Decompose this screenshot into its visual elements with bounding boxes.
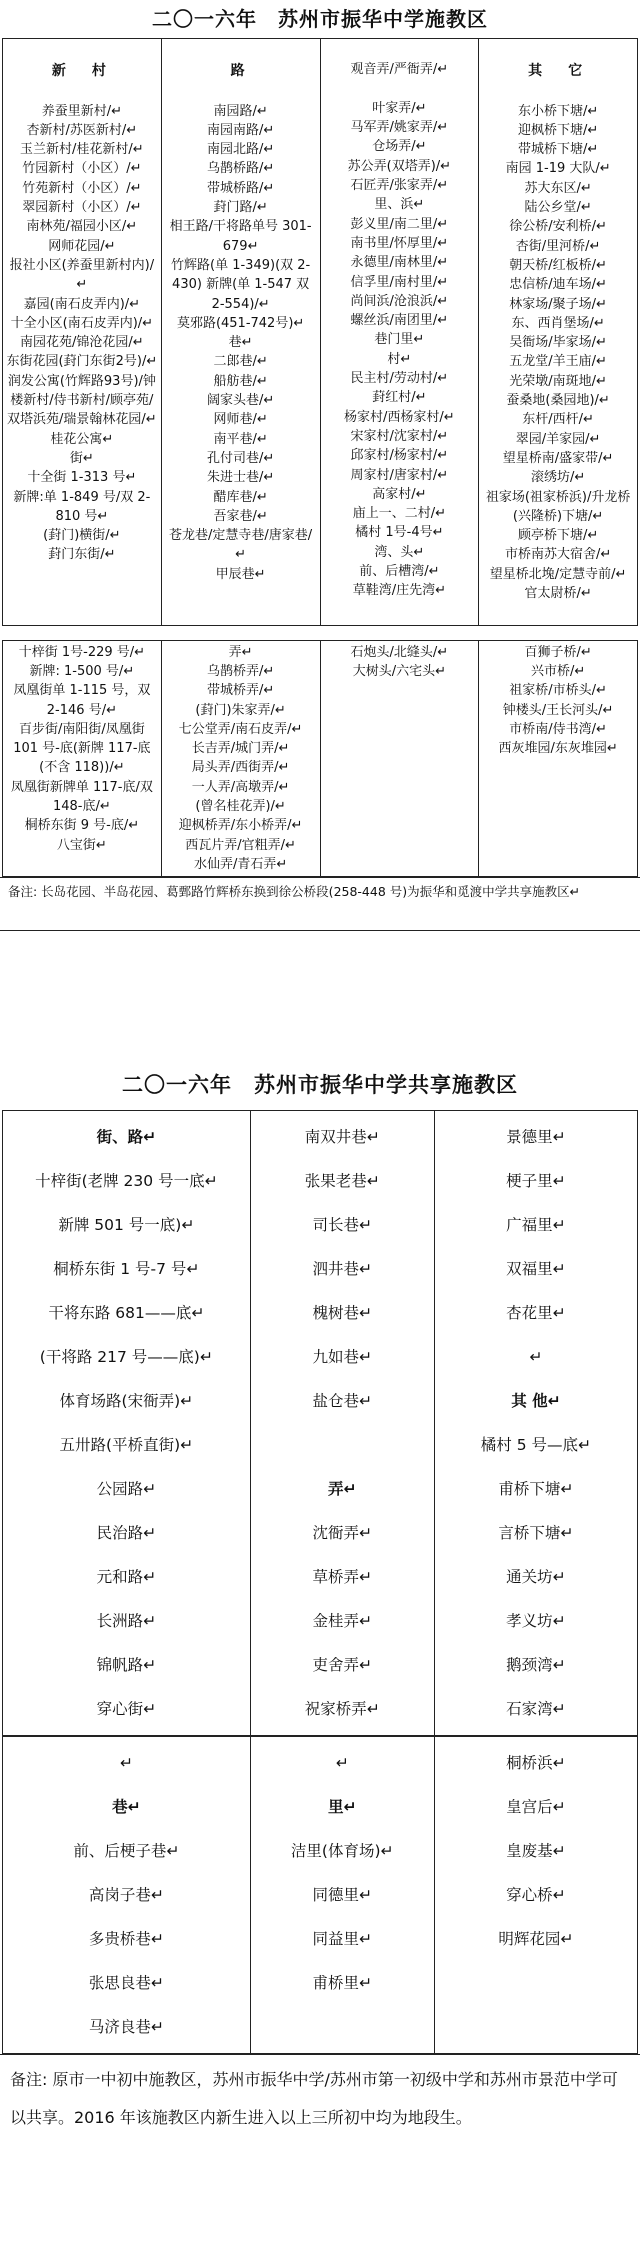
list-item: 迎枫桥下塘/↵ xyxy=(517,122,599,138)
list-item: 吏舍弄↵ xyxy=(312,1656,372,1674)
list-item: 莫邪路(451-742号)↵ xyxy=(176,315,305,331)
list-item: 孔付司巷/↵ xyxy=(206,450,275,466)
list-item: 百步街/南阳街/凤凰街 101 号-底(新牌 117-底(不含 118))/↵ xyxy=(13,721,151,776)
category-header: 其 他↵ xyxy=(511,1392,561,1410)
list-item: 翠园新村（小区）/↵ xyxy=(22,200,142,216)
list-item: 十全小区(南石皮弄内)/↵ xyxy=(10,315,154,331)
category-header: 街、路↵ xyxy=(96,1128,157,1146)
list-item: 甫桥里↵ xyxy=(312,1974,372,1992)
list-item: 街↵ xyxy=(69,450,94,466)
list-item: 葑门路/↵ xyxy=(213,200,268,216)
list-item: 桐桥东街 1 号-7 号↵ xyxy=(53,1260,200,1278)
list-item: 翠园/羊家园/↵ xyxy=(515,431,601,447)
list-item: 钟楼头/王长河头/↵ xyxy=(502,702,614,718)
list-item: 带城桥弄/↵ xyxy=(206,683,275,699)
list-item: 乌鹊桥弄/↵ xyxy=(206,663,275,679)
list-item: 橘村 5 号—底↵ xyxy=(480,1436,591,1454)
list-item: 二郎巷/↵ xyxy=(213,354,268,370)
list-item: 官太尉桥/↵ xyxy=(524,586,592,602)
list-item: 网师花园/↵ xyxy=(48,238,116,254)
list-item: 同德里↵ xyxy=(312,1886,372,1904)
list-item: 皇宫后↵ xyxy=(506,1798,566,1816)
list-item: 马军弄/姚家弄/↵ xyxy=(350,120,449,136)
list-item: 巷↵ xyxy=(228,335,253,351)
list-item: 醋库巷/↵ xyxy=(213,489,268,505)
list-item: 高家村/↵ xyxy=(372,486,427,502)
list-item: 公园路↵ xyxy=(96,1480,157,1498)
list-item: 望星桥南/盛家带/↵ xyxy=(502,450,614,466)
list-item: 八宝街↵ xyxy=(56,837,107,853)
list-item: 司长巷↵ xyxy=(312,1216,372,1234)
category-header: 弄↵ xyxy=(327,1480,357,1498)
list-item: 甲辰巷↵ xyxy=(215,566,266,582)
col-nong xyxy=(320,39,479,626)
col-header: 其 它 xyxy=(528,63,589,80)
list-item: 沈衙弄↵ xyxy=(312,1524,372,1542)
list-item: 穿心街↵ xyxy=(96,1700,157,1718)
list-item: 南园北路/↵ xyxy=(206,142,275,158)
col-header: 观音弄/严衙弄/↵ xyxy=(350,62,449,78)
list-item: 体育场路(宋衙弄)↵ xyxy=(59,1392,194,1410)
list-item: 西灰堆园/东灰堆园↵ xyxy=(498,741,618,757)
list-item: 玉兰新村/桂花新村/↵ xyxy=(20,142,144,158)
list-item: 仓场弄/↵ xyxy=(372,139,427,155)
list-item: 里、浜↵ xyxy=(374,197,425,213)
list-item: 橘村 1号-4号↵ xyxy=(355,525,444,541)
list-item: 九如巷↵ xyxy=(312,1348,372,1366)
list-item: 槐树巷↵ xyxy=(312,1304,372,1322)
list-item: 湾、头↵ xyxy=(374,544,425,560)
list-item: 十梓街 1号-229 号/↵ xyxy=(18,644,146,660)
list-item: 水仙弄/青石弄↵ xyxy=(193,856,288,872)
list-item: 苏大东区/↵ xyxy=(524,180,592,196)
list-item: 元和路↵ xyxy=(96,1568,157,1586)
list-item: 朱进士巷/↵ xyxy=(206,470,275,486)
list-item: 南林苑/福园小区/↵ xyxy=(26,219,138,235)
list-item: 局头弄/西街弄/↵ xyxy=(191,760,290,776)
list-item: 永德里/南林里/↵ xyxy=(350,255,449,271)
district-table-bottom xyxy=(2,640,638,878)
list-item: 朝天桥/红板桥/↵ xyxy=(509,257,607,273)
list-item: 网师巷/↵ xyxy=(213,412,268,428)
list-item: 通关坊↵ xyxy=(506,1568,566,1586)
list-item: 长吉弄/城门弄/↵ xyxy=(191,741,290,757)
list-item: 滚绣坊/↵ xyxy=(530,470,586,486)
list-item: (曾名桂花弄)/↵ xyxy=(195,798,286,814)
section-zhenhua-district xyxy=(0,0,640,1055)
list-item: 报社小区(养蚕里新村内)/↵ xyxy=(9,257,155,293)
district-table-top xyxy=(2,38,638,626)
list-item: 梗子里↵ xyxy=(506,1172,566,1190)
list-item: 洁里(体育场)↵ xyxy=(290,1842,394,1860)
list-item: 干将东路 681——底↵ xyxy=(48,1304,205,1322)
list-item: 大树头/六宅头↵ xyxy=(352,663,447,679)
list-item: 双福里↵ xyxy=(506,1260,566,1278)
shared-table-top xyxy=(2,1110,638,1736)
list-item: 光荣墩/南斑地/↵ xyxy=(509,373,607,389)
list-item: 嘉园(南石皮弄内)/↵ xyxy=(23,296,141,312)
list-item: ↵ xyxy=(119,1754,133,1772)
list-item: 望星桥北堍/定慧寺前/↵ xyxy=(489,566,627,582)
list-item: 东、西肖堡场/↵ xyxy=(511,315,605,331)
list-item: 祖家桥/市桥头/↵ xyxy=(509,683,607,699)
list-item: 弄↵ xyxy=(228,644,253,660)
list-item: 锦帆路↵ xyxy=(96,1656,157,1674)
list-item: 一人弄/高墩弄/↵ xyxy=(191,779,290,795)
list-item: 陆公乡堂/↵ xyxy=(524,200,592,216)
list-item: (葑门)朱家弄/↵ xyxy=(195,702,286,718)
list-item: 竹苑新村（小区）/↵ xyxy=(22,180,142,196)
list-item: 杨家村/西杨家村/↵ xyxy=(344,409,455,425)
list-item: 杏街/里河桥/↵ xyxy=(515,238,601,254)
list-item: 石匠弄/张家弄/↵ xyxy=(350,178,449,194)
list-item: 甫桥下塘↵ xyxy=(498,1480,574,1498)
list-item: 庙上一、二村/↵ xyxy=(352,506,447,522)
list-item: 吾家巷/↵ xyxy=(213,508,268,524)
list-item: 相王路/干将路单号 301-679↵ xyxy=(169,219,312,254)
list-item: 前、后梗子巷↵ xyxy=(73,1842,180,1860)
list-item: 祝家桥弄↵ xyxy=(304,1700,380,1718)
list-item: 凤凰街新牌单 117-底/双 148-底/↵ xyxy=(10,779,153,814)
list-item: 叶家弄/↵ xyxy=(372,100,427,116)
list-item: 苍龙巷/定慧寺巷/唐家巷/↵ xyxy=(169,528,313,563)
col-lu xyxy=(161,39,320,626)
col-header: 新 村 xyxy=(51,63,112,80)
list-item: 言桥下塘↵ xyxy=(498,1524,574,1542)
list-item: 南园 1-19 大队/↵ xyxy=(505,161,611,177)
list-item: 竹园新村（小区）/↵ xyxy=(22,161,142,177)
list-item: 张思良巷↵ xyxy=(88,1974,164,1992)
col-qita xyxy=(479,39,638,626)
list-item: 养蚕里新村/↵ xyxy=(41,103,123,119)
list-item: 金桂弄↵ xyxy=(312,1612,372,1630)
list-item: 马济良巷↵ xyxy=(88,2018,164,2036)
col-header: 路 xyxy=(230,63,251,80)
list-item: 泗井巷↵ xyxy=(312,1260,372,1278)
list-item: 市桥南/侍书湾/↵ xyxy=(509,721,607,737)
list-item: 南书里/怀厚里/↵ xyxy=(350,235,449,251)
list-item: 尚间浜/沧浪浜/↵ xyxy=(350,293,449,309)
list-item: 皇废基↵ xyxy=(506,1842,566,1860)
list-item: 景德里↵ xyxy=(506,1128,566,1146)
list-item: 东小桥下塘/↵ xyxy=(517,103,599,119)
list-item: 张果老巷↵ xyxy=(304,1172,380,1190)
list-item: 凤凰街单 1-115 号，双 2-146 号/↵ xyxy=(13,683,151,718)
list-item: 孝义坊↵ xyxy=(506,1612,566,1630)
section1-note: 备注: 长岛花园、半岛花园、葛鄄路竹辉桥东换到徐公桥段(258-448 号)为振华和觅渡中学共享施教区↵ xyxy=(0,877,640,931)
list-item: 忠信桥/迪车场/↵ xyxy=(509,277,607,293)
list-item: 南园路/↵ xyxy=(213,103,268,119)
list-item: 新牌 501 号一底)↵ xyxy=(58,1216,195,1234)
list-item: 民治路↵ xyxy=(96,1524,157,1542)
list-item: 彭义里/南二里/↵ xyxy=(350,216,449,232)
list-item: 杏花里↵ xyxy=(506,1304,566,1322)
list-item: 带城桥下塘/↵ xyxy=(517,142,599,158)
list-item: 船舫巷/↵ xyxy=(213,373,268,389)
list-item: 十梓街(老牌 230 号一底↵ xyxy=(35,1172,218,1190)
section2-title: 二〇一六年 苏州市振华中学共享施教区 xyxy=(122,1073,518,1097)
list-item: 竹辉路(单 1-349)(双 2-430) 新牌(单 1-547 双 2-554)/↵ xyxy=(171,257,311,312)
list-item: 石家湾↵ xyxy=(506,1700,566,1718)
section1-title: 二〇一六年 苏州市振华中学施教区 xyxy=(152,7,488,31)
list-item: 螺丝浜/南团里/↵ xyxy=(350,313,449,329)
list-item: 盐仓巷↵ xyxy=(312,1392,372,1410)
list-item: 民主村/劳动村/↵ xyxy=(350,371,449,387)
list-item: 祖家场(祖家桥浜)/升龙桥(兴隆桥)下塘/↵ xyxy=(485,489,631,524)
list-item: ↵ xyxy=(529,1348,543,1366)
list-item: 宋家村/沈家村/↵ xyxy=(350,428,449,444)
list-item: 林家场/聚子场/↵ xyxy=(509,296,607,312)
list-item: 广福里↵ xyxy=(506,1216,566,1234)
list-item: 东街花园(葑门东街2号)/↵ xyxy=(6,354,158,370)
section2-note: 备注: 原市一中初中施教区，苏州市振华中学/苏州市第一初级中学和苏州市景范中学可以共享。2016 年该施教区内新生进入以上三所初中均为地段生。 xyxy=(0,2054,640,2143)
list-item: ↵ xyxy=(335,1754,349,1772)
list-item: 桐桥浜↵ xyxy=(506,1754,566,1772)
list-item: 高岗子巷↵ xyxy=(88,1886,164,1904)
list-item: 西瓦片弄/官粗弄/↵ xyxy=(185,837,296,853)
list-item: 乌鹊桥路/↵ xyxy=(206,161,275,177)
col-xincun xyxy=(3,39,162,626)
category-header: 巷↵ xyxy=(112,1798,141,1816)
list-item: 吴衙场/毕家场/↵ xyxy=(509,335,607,351)
list-item: 七公堂弄/南石皮弄/↵ xyxy=(178,721,303,737)
list-item: 带城桥路/↵ xyxy=(206,180,275,196)
list-item: 五龙堂/羊王庙/↵ xyxy=(509,354,607,370)
list-item: 徐公桥/安利桥/↵ xyxy=(509,219,607,235)
category-header: 里↵ xyxy=(327,1798,357,1816)
list-item: 顾亭桥下塘/↵ xyxy=(517,528,599,544)
list-item: 穿心桥↵ xyxy=(506,1886,566,1904)
list-item: 村↵ xyxy=(387,351,412,367)
list-item: 南双井巷↵ xyxy=(304,1128,380,1146)
shared-table-bottom xyxy=(2,1736,638,2054)
list-item: 阔家头巷/↵ xyxy=(206,393,275,409)
list-item: 桐桥东街 9 号-底/↵ xyxy=(24,818,140,834)
list-item xyxy=(253,1423,432,1467)
list-item: 十全街 1-313 号↵ xyxy=(27,470,137,486)
list-item: 葑门东街/↵ xyxy=(48,547,116,563)
list-item: (葑门)横街/↵ xyxy=(43,528,121,544)
list-item: 邱家村/杨家村/↵ xyxy=(350,448,449,464)
list-item: 润发公寓(竹辉路93号)/钟楼新村/侍书新村/顾亭苑/双塔浜苑/瑞景翰林花园/↵ xyxy=(7,373,157,428)
list-item: 鹅颈湾↵ xyxy=(506,1656,566,1674)
list-item: 百狮子桥/↵ xyxy=(524,644,592,660)
list-item: 迎枫桥弄/东小桥弄/↵ xyxy=(178,818,303,834)
list-item: 信孚里/南村里/↵ xyxy=(350,274,449,290)
list-item: 五卅路(平桥直街)↵ xyxy=(59,1436,194,1454)
list-item: 前、后槽湾/↵ xyxy=(359,564,440,580)
list-item: 南平巷/↵ xyxy=(213,431,268,447)
list-item: 多贵桥巷↵ xyxy=(88,1930,164,1948)
section-shared-district xyxy=(0,1060,640,2258)
list-item: 葑红村/↵ xyxy=(372,390,427,406)
list-item: 明辉花园↵ xyxy=(498,1930,574,1948)
list-item: (干将路 217 号——底)↵ xyxy=(39,1348,213,1366)
list-item: 东杆/西杆/↵ xyxy=(522,412,594,428)
list-item: 蚕桑地(桑园地)/↵ xyxy=(506,393,610,409)
list-item: 草桥弄↵ xyxy=(312,1568,372,1586)
list-item: 周家村/唐家村/↵ xyxy=(350,467,449,483)
list-item: 新牌: 1-500 号/↵ xyxy=(29,663,135,679)
list-item: 石炮头/北缝头/↵ xyxy=(350,644,449,660)
list-item: 市桥南苏大宿舍/↵ xyxy=(504,547,612,563)
list-item: 新牌:单 1-849 号/双 2-810 号↵ xyxy=(13,489,151,524)
list-item: 同益里↵ xyxy=(312,1930,372,1948)
list-item: 巷门里↵ xyxy=(374,332,425,348)
list-item: 长洲路↵ xyxy=(96,1612,157,1630)
list-item: 草鞋湾/庄先湾↵ xyxy=(352,583,447,599)
list-item: 桂花公寓↵ xyxy=(50,431,114,447)
list-item: 杏新村/苏医新村/↵ xyxy=(26,122,138,138)
list-item: 苏公弄(双塔弄)/↵ xyxy=(347,158,452,174)
list-item: 兴市桥/↵ xyxy=(530,663,586,679)
list-item: 南园花苑/锦沧花园/↵ xyxy=(20,335,144,351)
list-item: 南园南路/↵ xyxy=(206,122,275,138)
